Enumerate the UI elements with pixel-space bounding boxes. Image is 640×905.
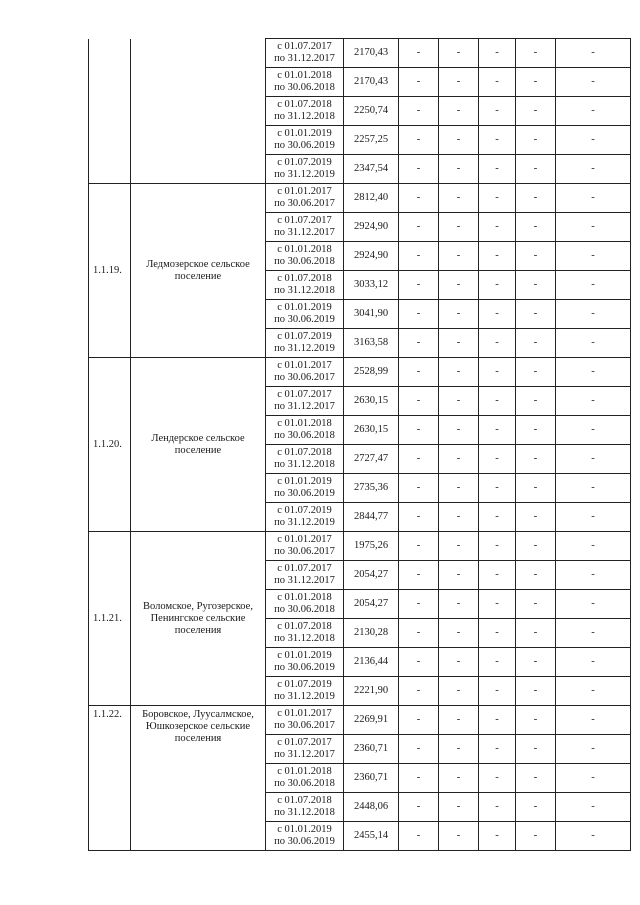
dash-cell: - (399, 300, 439, 329)
dash-cell: - (556, 619, 631, 648)
dash-cell: - (399, 126, 439, 155)
dash-cell: - (479, 184, 516, 213)
period-cell (266, 242, 344, 271)
period-to: по 31.12.2017 (274, 575, 335, 586)
period-to: по 31.12.2019 (274, 517, 335, 528)
period-cell (266, 97, 344, 126)
dash-cell: - (439, 300, 479, 329)
dash-cell: - (556, 793, 631, 822)
settlement-name (131, 39, 266, 184)
dash-cell: - (479, 793, 516, 822)
period-to: по 31.12.2019 (274, 169, 335, 180)
period-from: с 01.01.2018 (277, 70, 332, 81)
period-from: с 01.01.2017 (277, 534, 332, 545)
period-to: по 31.12.2017 (274, 401, 335, 412)
tariff-value: 2844,77 (344, 503, 399, 532)
period-cell (266, 271, 344, 300)
dash-cell: - (479, 822, 516, 851)
dash-cell: - (516, 822, 556, 851)
table-row (89, 39, 631, 68)
dash-cell: - (516, 706, 556, 735)
dash-cell: - (479, 706, 516, 735)
dash-cell: - (439, 677, 479, 706)
tariff-value: 2136,44 (344, 648, 399, 677)
dash-cell: - (479, 416, 516, 445)
dash-cell: - (516, 242, 556, 271)
dash-cell: - (399, 184, 439, 213)
dash-cell: - (399, 822, 439, 851)
dash-cell: - (439, 387, 479, 416)
period-from: с 01.01.2017 (277, 186, 332, 197)
dash-cell: - (479, 387, 516, 416)
period-cell (266, 39, 344, 68)
period-cell (266, 764, 344, 793)
period-cell (266, 68, 344, 97)
dash-cell: - (439, 793, 479, 822)
period-from: с 01.01.2018 (277, 766, 332, 777)
dash-cell: - (556, 329, 631, 358)
tariff-value: 2221,90 (344, 677, 399, 706)
period-cell (266, 387, 344, 416)
period-to: по 30.06.2017 (274, 198, 335, 209)
period-cell (266, 126, 344, 155)
dash-cell: - (516, 126, 556, 155)
tariff-value: 2360,71 (344, 764, 399, 793)
dash-cell: - (399, 242, 439, 271)
dash-cell: - (399, 503, 439, 532)
dash-cell: - (556, 445, 631, 474)
dash-cell: - (556, 242, 631, 271)
dash-cell: - (556, 764, 631, 793)
period-cell (266, 474, 344, 503)
dash-cell: - (439, 619, 479, 648)
period-cell (266, 503, 344, 532)
dash-cell: - (439, 532, 479, 561)
dash-cell: - (399, 706, 439, 735)
period-from: с 01.01.2017 (277, 360, 332, 371)
dash-cell: - (439, 561, 479, 590)
dash-cell: - (556, 184, 631, 213)
dash-cell: - (516, 503, 556, 532)
tariff-value: 2812,40 (344, 184, 399, 213)
period-to: по 30.06.2017 (274, 720, 335, 731)
period-cell (266, 445, 344, 474)
period-from: с 01.07.2018 (277, 273, 332, 284)
period-to: по 30.06.2018 (274, 604, 335, 615)
period-to: по 31.12.2018 (274, 285, 335, 296)
period-to: по 30.06.2017 (274, 372, 335, 383)
period-from: с 01.07.2018 (277, 99, 332, 110)
dash-cell: - (399, 387, 439, 416)
dash-cell: - (399, 155, 439, 184)
dash-cell: - (516, 300, 556, 329)
tariff-value: 2360,71 (344, 735, 399, 764)
period-from: с 01.01.2018 (277, 418, 332, 429)
tariff-value: 2630,15 (344, 387, 399, 416)
dash-cell: - (399, 358, 439, 387)
period-from: с 01.01.2019 (277, 476, 332, 487)
dash-cell: - (399, 474, 439, 503)
dash-cell: - (439, 213, 479, 242)
table-row (89, 706, 631, 735)
dash-cell: - (556, 590, 631, 619)
dash-cell: - (439, 416, 479, 445)
dash-cell: - (516, 532, 556, 561)
dash-cell: - (556, 271, 631, 300)
dash-cell: - (556, 155, 631, 184)
tariff-table (88, 38, 631, 851)
period-to: по 30.06.2018 (274, 430, 335, 441)
dash-cell: - (399, 648, 439, 677)
dash-cell: - (516, 97, 556, 126)
dash-cell: - (439, 735, 479, 764)
dash-cell: - (439, 242, 479, 271)
period-from: с 01.01.2019 (277, 128, 332, 139)
tariff-value: 2130,28 (344, 619, 399, 648)
dash-cell: - (399, 445, 439, 474)
dash-cell: - (516, 155, 556, 184)
dash-cell: - (556, 474, 631, 503)
dash-cell: - (399, 416, 439, 445)
item-number: 1.1.20. (89, 358, 131, 532)
dash-cell: - (439, 155, 479, 184)
dash-cell: - (516, 184, 556, 213)
dash-cell: - (399, 39, 439, 68)
table-row (89, 184, 631, 213)
dash-cell: - (479, 532, 516, 561)
tariff-value: 3163,58 (344, 329, 399, 358)
tariff-value: 2727,47 (344, 445, 399, 474)
period-from: с 01.01.2017 (277, 708, 332, 719)
dash-cell: - (439, 358, 479, 387)
dash-cell: - (516, 590, 556, 619)
dash-cell: - (439, 764, 479, 793)
dash-cell: - (399, 735, 439, 764)
tariff-value: 2924,90 (344, 213, 399, 242)
period-cell (266, 735, 344, 764)
dash-cell: - (479, 503, 516, 532)
period-to: по 31.12.2017 (274, 749, 335, 760)
period-to: по 30.06.2018 (274, 256, 335, 267)
period-cell (266, 822, 344, 851)
dash-cell: - (439, 706, 479, 735)
tariff-value: 2448,06 (344, 793, 399, 822)
dash-cell: - (556, 387, 631, 416)
dash-cell: - (439, 68, 479, 97)
period-to: по 30.06.2019 (274, 662, 335, 673)
period-from: с 01.01.2019 (277, 650, 332, 661)
settlement-name: Ледмозерское сельское поселение (131, 184, 266, 358)
tariff-value: 2250,74 (344, 97, 399, 126)
dash-cell: - (439, 97, 479, 126)
tariff-value: 2455,14 (344, 822, 399, 851)
period-cell (266, 532, 344, 561)
period-cell (266, 561, 344, 590)
tariff-value: 2269,91 (344, 706, 399, 735)
period-cell (266, 648, 344, 677)
dash-cell: - (399, 764, 439, 793)
period-cell (266, 416, 344, 445)
dash-cell: - (556, 706, 631, 735)
dash-cell: - (479, 445, 516, 474)
dash-cell: - (516, 271, 556, 300)
settlement-name: Воломское, Ругозерское, Пенингское сельские поселения (131, 532, 266, 706)
dash-cell: - (479, 561, 516, 590)
period-cell (266, 358, 344, 387)
dash-cell: - (439, 126, 479, 155)
period-from: с 01.01.2018 (277, 244, 332, 255)
dash-cell: - (516, 764, 556, 793)
period-from: с 01.07.2017 (277, 215, 332, 226)
dash-cell: - (479, 155, 516, 184)
period-to: по 30.06.2019 (274, 314, 335, 325)
dash-cell: - (556, 503, 631, 532)
dash-cell: - (399, 271, 439, 300)
period-from: с 01.01.2019 (277, 824, 332, 835)
dash-cell: - (516, 474, 556, 503)
dash-cell: - (556, 68, 631, 97)
period-cell (266, 619, 344, 648)
period-cell (266, 793, 344, 822)
dash-cell: - (399, 329, 439, 358)
tariff-value: 2257,25 (344, 126, 399, 155)
dash-cell: - (516, 416, 556, 445)
period-to: по 31.12.2018 (274, 807, 335, 818)
tariff-value: 2528,99 (344, 358, 399, 387)
dash-cell: - (479, 474, 516, 503)
dash-cell: - (479, 213, 516, 242)
tariff-value: 3033,12 (344, 271, 399, 300)
period-cell (266, 590, 344, 619)
dash-cell: - (556, 561, 631, 590)
dash-cell: - (479, 764, 516, 793)
period-cell (266, 213, 344, 242)
dash-cell: - (399, 561, 439, 590)
period-cell (266, 329, 344, 358)
dash-cell: - (516, 358, 556, 387)
period-from: с 01.01.2019 (277, 302, 332, 313)
dash-cell: - (399, 590, 439, 619)
dash-cell: - (399, 619, 439, 648)
tariff-value: 2347,54 (344, 155, 399, 184)
dash-cell: - (439, 474, 479, 503)
dash-cell: - (439, 329, 479, 358)
dash-cell: - (479, 329, 516, 358)
period-cell (266, 155, 344, 184)
period-from: с 01.07.2019 (277, 157, 332, 168)
table-row (89, 532, 631, 561)
period-from: с 01.07.2017 (277, 41, 332, 52)
dash-cell: - (439, 184, 479, 213)
dash-cell: - (516, 648, 556, 677)
dash-cell: - (556, 358, 631, 387)
dash-cell: - (516, 735, 556, 764)
tariff-value: 2054,27 (344, 590, 399, 619)
dash-cell: - (516, 561, 556, 590)
dash-cell: - (556, 532, 631, 561)
period-to: по 30.06.2018 (274, 82, 335, 93)
dash-cell: - (516, 619, 556, 648)
dash-cell: - (516, 793, 556, 822)
period-to: по 30.06.2018 (274, 778, 335, 789)
dash-cell: - (479, 648, 516, 677)
period-from: с 01.07.2018 (277, 447, 332, 458)
dash-cell: - (556, 648, 631, 677)
dash-cell: - (439, 648, 479, 677)
period-from: с 01.07.2018 (277, 795, 332, 806)
dash-cell: - (516, 445, 556, 474)
period-from: с 01.07.2017 (277, 737, 332, 748)
dash-cell: - (399, 97, 439, 126)
period-to: по 30.06.2017 (274, 546, 335, 557)
dash-cell: - (516, 329, 556, 358)
dash-cell: - (479, 126, 516, 155)
dash-cell: - (399, 68, 439, 97)
dash-cell: - (516, 387, 556, 416)
period-to: по 31.12.2017 (274, 53, 335, 64)
item-number: 1.1.22. (89, 706, 131, 851)
period-to: по 31.12.2019 (274, 343, 335, 354)
dash-cell: - (399, 532, 439, 561)
dash-cell: - (516, 677, 556, 706)
settlement-name: Лендерское сельское поселение (131, 358, 266, 532)
dash-cell: - (399, 793, 439, 822)
dash-cell: - (479, 590, 516, 619)
period-cell (266, 677, 344, 706)
dash-cell: - (556, 39, 631, 68)
period-from: с 01.07.2017 (277, 563, 332, 574)
dash-cell: - (439, 822, 479, 851)
tariff-value: 2735,36 (344, 474, 399, 503)
dash-cell: - (479, 97, 516, 126)
period-to: по 31.12.2018 (274, 633, 335, 644)
dash-cell: - (516, 39, 556, 68)
dash-cell: - (479, 735, 516, 764)
period-cell (266, 300, 344, 329)
dash-cell: - (556, 416, 631, 445)
tariff-value: 2170,43 (344, 39, 399, 68)
tariff-value: 2170,43 (344, 68, 399, 97)
period-from: с 01.07.2019 (277, 331, 332, 342)
dash-cell: - (439, 39, 479, 68)
dash-cell: - (479, 300, 516, 329)
period-from: с 01.07.2017 (277, 389, 332, 400)
period-to: по 31.12.2018 (274, 459, 335, 470)
period-to: по 30.06.2019 (274, 836, 335, 847)
tariff-value: 3041,90 (344, 300, 399, 329)
dash-cell: - (439, 445, 479, 474)
dash-cell: - (479, 358, 516, 387)
period-to: по 31.12.2018 (274, 111, 335, 122)
dash-cell: - (479, 39, 516, 68)
dash-cell: - (439, 271, 479, 300)
dash-cell: - (556, 97, 631, 126)
dash-cell: - (479, 242, 516, 271)
settlement-name: Боровское, Луусалмское, Юшкозерское сельские поселения (131, 706, 266, 851)
tariff-value: 1975,26 (344, 532, 399, 561)
dash-cell: - (556, 735, 631, 764)
dash-cell: - (556, 677, 631, 706)
dash-cell: - (556, 126, 631, 155)
item-number: 1.1.21. (89, 532, 131, 706)
period-cell (266, 706, 344, 735)
tariff-value: 2924,90 (344, 242, 399, 271)
period-cell (266, 184, 344, 213)
dash-cell: - (516, 213, 556, 242)
period-to: по 30.06.2019 (274, 140, 335, 151)
dash-cell: - (439, 503, 479, 532)
dash-cell: - (556, 300, 631, 329)
item-number: 1.1.19. (89, 184, 131, 358)
dash-cell: - (439, 590, 479, 619)
item-number (89, 39, 131, 184)
dash-cell: - (479, 677, 516, 706)
dash-cell: - (479, 68, 516, 97)
period-from: с 01.07.2018 (277, 621, 332, 632)
dash-cell: - (399, 677, 439, 706)
dash-cell: - (399, 213, 439, 242)
period-from: с 01.01.2018 (277, 592, 332, 603)
tariff-value: 2054,27 (344, 561, 399, 590)
period-from: с 01.07.2019 (277, 679, 332, 690)
dash-cell: - (516, 68, 556, 97)
dash-cell: - (479, 271, 516, 300)
period-from: с 01.07.2019 (277, 505, 332, 516)
dash-cell: - (556, 213, 631, 242)
table-row (89, 358, 631, 387)
tariff-value: 2630,15 (344, 416, 399, 445)
dash-cell: - (556, 822, 631, 851)
period-to: по 30.06.2019 (274, 488, 335, 499)
period-to: по 31.12.2019 (274, 691, 335, 702)
dash-cell: - (479, 619, 516, 648)
period-to: по 31.12.2017 (274, 227, 335, 238)
